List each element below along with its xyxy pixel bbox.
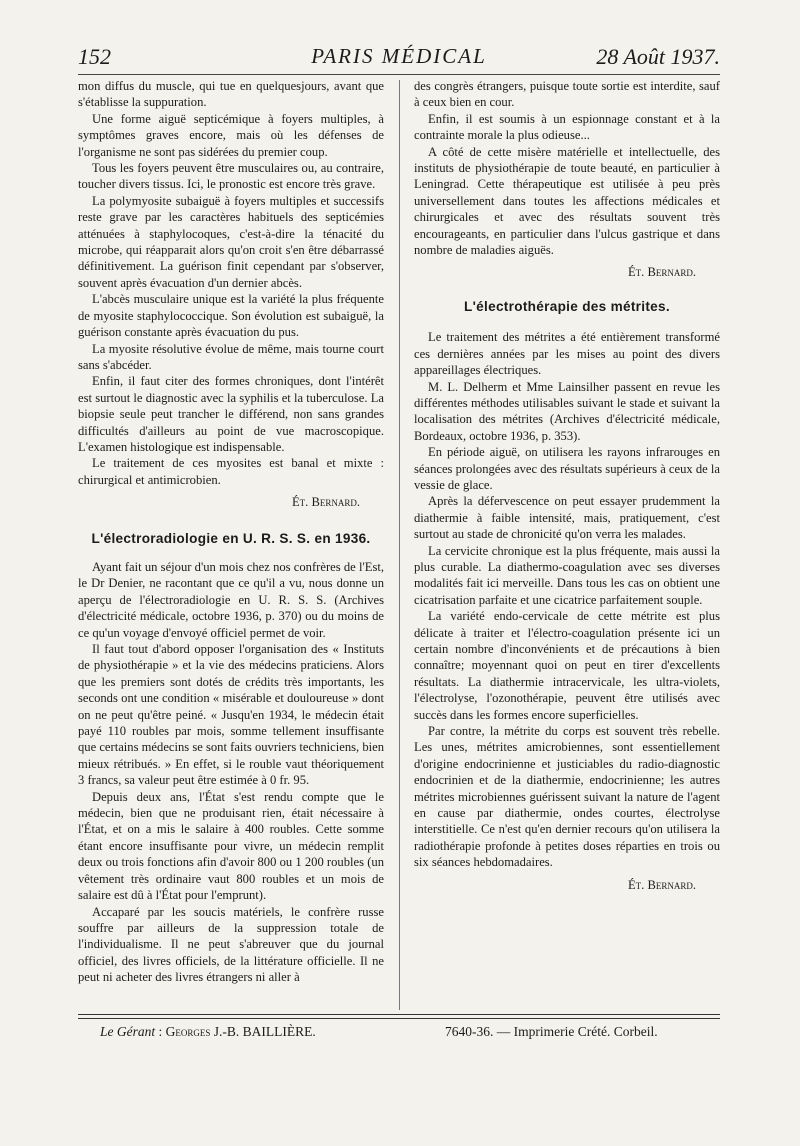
footer-rule [78,1014,720,1019]
article-title: L'électroradiologie en U. R. S. S. en 1936. [91,530,371,546]
paragraph: Tous les foyers peuvent être musculaires ou, au contraire, toucher divers tissus. Ici, le pronostic est encore très grave. [78,161,384,192]
paragraph: Par contre, la métrite du corps est souvent très rebelle. Les unes, métrites amicrobiennes, sont essentiellement d'origine endocrinienne et justiciables du radio-diagnostic endocrinien et de la diathermie, endocrinienne; les autres métrites microbiennes guérissent suivant la nature de l'agent en cause par diathermie, ondes courtes, électrolyse interstitielle. Ce n'est qu'en dernier recours qu'on utilisera la radiothérapie profonde à petites doses réparties en trois ou six séances hebdomadaires. [414,724,720,870]
page-header [78,44,720,76]
author-signature: Ét. Bernard. [291,495,360,510]
gerant-separator: : [155,1024,166,1039]
article-title: L'électrothérapie des métrites. [464,298,670,314]
journal-title: PARIS MÉDICAL [311,44,487,68]
paragraph: M. L. Delherm et Mme Lainsilher passent en revue les différentes méthodes utilisables suivant le stade et suivant la localisation des métrites (Archives d'électricité médicale, Bordeaux, octobre 1936, p. 353). [414,379,720,443]
issue-date: 28 Août 1937. [596,44,720,69]
footer-imprint: 7640-36. — Imprimerie Crété. Corbeil. [445,1024,658,1039]
page-number: 152 [78,44,111,69]
paragraph: En période aiguë, on utilisera les rayons infrarouges en séances prolongées avec des résultats supérieurs à ceux de la vessie de glace. [414,445,720,492]
paragraph: La cervicite chronique est la plus fréquente, mais aussi la plus curable. La diathermo-coagulation avec ses diverses modalités fait ici merveille. Dans tous les cas on obtient une cicatrisation parfaite et une cicatrice parfaitement souple. [414,543,720,607]
paragraph: Une forme aiguë septicémique à foyers multiples, à symptômes graves encore, mais où les défenses de l'organisme ne sont pas sidérées du premier coup. [78,111,384,159]
paragraph: La polymyosite subaiguë à foyers multiples et successifs reste grave par les caractères habituels des septicémies atténuées à staphylocoques, c'est-à-dire la ténacité du microbe, qui réapparait alors qu'on croit s'en être débarrassé définitivement. La guérison finit cependant par s'observer, souvent après évacuation d'un dernier abcès. [78,193,384,290]
author-signature: Ét. Bernard. [627,877,696,892]
paragraph: L'abcès musculaire unique est la variété la plus fréquente de myosite staphylococcique. Son évolution est subaiguë, la guérison constante après évacuation du pus. [78,292,384,340]
paragraph: Le traitement de ces myosites est banal et mixte : chirurgical et antimicrobien. [78,456,384,487]
paragraph: Après la défervescence on peut essayer prudemment la diathermie à faible intensité, mais, pratiquement, c'est surtout au stade de chronicité qu'on verra les malades. [414,494,720,542]
header-rule [78,74,720,75]
paragraph: Enfin, il est soumis à un espionnage constant et à la contrainte morale la plus odieuse... [414,111,720,143]
paragraph: Depuis deux ans, l'État s'est rendu compte que le médecin, bien que ne produisant rien, était nécessaire à l'État, et on a mis le salaire à 400 roubles. Cette somme étant encore insuffisante pour vivre, un médecin remplit deux ou trois fonctions afin d'avoir 800 ou 1 200 roubles (un vêtement très ordinaire vaut 800 roubles et un mois de salaire est dû à l'État pour l'emprunt). [78,789,384,903]
paragraph: La myosite résolutive évolue de même, mais tourne court sans s'abcéder. [78,341,384,372]
paragraph: Il faut tout d'abord opposer l'organisation des « Instituts de physiothérapie » et la vie des médecins praticiens. Alors que les premiers sont dotés de crédits très importants, les seconds ont une condition « misérable et douloureuse » dont on ne peut qu'être peiné. « Jusqu'en 1934, le médecin était payé 110 roubles par mois, somme tellement insuffisante que certains médecins se sont faits ouvriers techniciens, bien mieux rétribués. » En effet, si le rouble vaut théoriquement 3 francs, sa valeur peut être estimée à 0 fr. 95. [78,642,385,788]
paragraph: Ayant fait un séjour d'un mois chez nos confrères de l'Est, le Dr Denier, ne racontant que ce qu'il a vu, nous donne un aperçu de l'électroradiologie en U. R. S. S. (Archives d'électricité médicale, octobre 1936, p. 370) ou du moins de ce qu'un voyage d'envoyé officiel permet de voir. [78,559,384,640]
paragraph: Accaparé par les soucis matériels, le confrère russe souffre par ailleurs de la suppression totale de l'individualisme. Il ne peut s'abreuver que du journal officiel, des livres officiels, de la littérature officielle. Il ne peut ni acheter des livres étrangers ni aller à [78,904,384,985]
gerant-name: Georges J.-B. BAILLIÈRE. [165,1024,316,1039]
paragraph: Le traitement des métrites a été entièrement transformé ces dernières années par les mises au point des divers appareillages électriques. [414,330,720,378]
right-column [414,78,720,893]
left-column [78,78,384,986]
paragraph: La variété endo-cervicale de cette métrite est plus délicate à traiter et l'électro-coagulation présente ici un certain nombre d'inconvénients et de précautions à bien connaître; moyennant quoi on peut en tirer d'excellents résultats. La diathermie intracervicale, les ultra-violets, l'électrolyse, l'ozonothérapie, peuvent être utilisés avec succès dans les formes encore superficielles. [414,609,720,722]
paragraph: des congrès étrangers, puisque toute sortie est interdite, sauf à ceux bien en cour. [414,79,720,110]
paragraph: A côté de cette misère matérielle et intellectuelle, des instituts de physiothérapie de toute beauté, en particulier à Leningrad. Cette thérapeutique est utilisée à peu près universellement dans toutes les affections médicales et chirurgicales et avec des résultats souvent très encourageants, en particulier dans l'ulcus gastrique et dans nombre de maladies aiguës. [414,144,720,258]
column-divider [399,80,400,1010]
author-signature: Ét. Bernard. [627,265,696,280]
paragraph: mon diffus du muscle, qui tue en quelquesjours, avant que s'établisse la suppuration. [78,79,384,110]
gerant-label: Le Gérant [100,1024,156,1039]
paragraph: Enfin, il faut citer des formes chroniques, dont l'intérêt est surtout le diagnostic avec la syphilis et la tuberculose. La biopsie seule peut trancher le différend, non sans grandes difficultés d'ailleurs au point de vue macroscopique. L'examen histologique est indispensable. [78,374,384,454]
footer-gerant [100,1024,316,1040]
